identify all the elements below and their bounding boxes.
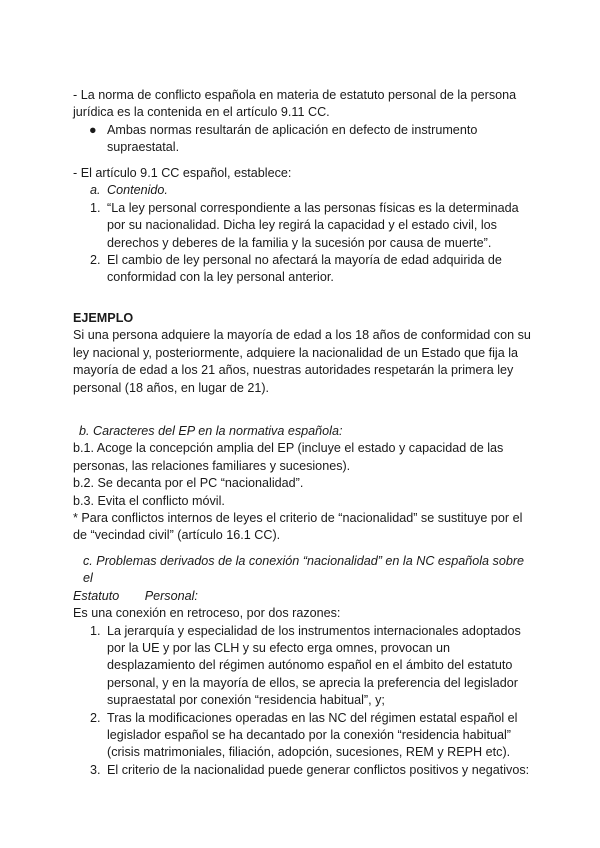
numbered-item	[73, 762, 533, 779]
item-marker: 2.	[90, 253, 101, 268]
paragraph: b.3. Evita el conflicto móvil.	[73, 493, 225, 508]
item-marker: 2.	[90, 710, 101, 725]
item-text: Tras la modificaciones operadas en las NC del régimen estatal español el legislador español se ha decantado por la conexión “residencia habitual” (crisis matrimoniales, filiación, adopción, sucesiones, REM y REPH etc).	[107, 710, 518, 760]
paragraph: Si una persona adquiere la mayoría de edad a los 18 años de conformidad con su ley nacional y, posteriormente, adquiere la nacionalidad de un Estado que fija la mayoría de edad a los 21 años, nuestras autoridades respetarán la primera ley personal (18 años, en lugar de 21).	[73, 328, 531, 395]
paragraph: Es una conexión en retroceso, por dos razones:	[73, 606, 341, 621]
numbered-item	[73, 252, 533, 287]
item-text: El criterio de la nacionalidad puede generar conflictos positivos y negativos:	[107, 762, 530, 777]
item-text: Contenido.	[107, 183, 168, 198]
numbered-item	[73, 200, 533, 252]
item-marker: 3.	[90, 762, 101, 777]
bullet-marker: ●	[89, 122, 97, 137]
item-text: La jerarquía y especialidad de los instrumentos internacionales adoptados por la UE y por las CLH y su efecto erga omnes, provocan un desplazamiento del régimen autónomo español en el ámbito del estatuto personal, y en la mayoría de ellos, se aprecia la preferencia del legislador supraestatal por conexión “residencia habitual”, y;	[107, 623, 521, 708]
paragraph: - El artículo 9.1 CC español, establece:	[73, 166, 292, 180]
item-text: “La ley personal correspondiente a las personas físicas es la determinada por su nacionalidad. Dicha ley regirá la capacidad y el estado civil, los derechos y deberes de la familia y la sucesión por causa de muerte”.	[107, 200, 519, 250]
section-articulo-9-1	[73, 165, 533, 287]
section-heading: EJEMPLO	[73, 311, 134, 325]
section-heading-continued: Estatuto Personal:	[73, 588, 198, 603]
numbered-item	[73, 623, 533, 710]
item-text: El cambio de ley personal no afectará la mayoría de edad adquirida de conformidad con la ley personal anterior.	[107, 253, 502, 285]
sub-heading-item	[73, 182, 533, 199]
paragraph: b.2. Se decanta por el PC “nacionalidad”.	[73, 476, 304, 491]
item-marker: 1.	[90, 623, 101, 638]
item-marker: 1.	[90, 200, 101, 215]
section-problemas-conexion	[73, 553, 533, 779]
paragraph: * Para conflictos internos de leyes el criterio de “nacionalidad” se sustituye por el de “vecindad civil” (artículo 16.1 CC).	[73, 511, 523, 543]
numbered-item	[73, 710, 533, 762]
section-ejemplo	[73, 310, 533, 397]
paragraph: b.1. Acoge la concepción amplia del EP (incluye el estado y capacidad de las personas, las relaciones familiares y sucesiones).	[73, 441, 504, 473]
item-marker: a.	[90, 183, 101, 198]
bullet-item	[73, 122, 533, 157]
section-caracteres-ep	[73, 423, 533, 545]
section-heading: b. Caracteres del EP en la normativa española:	[79, 424, 343, 438]
bullet-text: Ambas normas resultarán de aplicación en defecto de instrumento supraestatal.	[107, 122, 478, 155]
paragraph: - La norma de conflicto española en materia de estatuto personal de la persona jurídica es la contenida en el artículo 9.11 CC.	[73, 88, 517, 120]
section-norma-conflicto	[73, 87, 533, 157]
section-heading: c. Problemas derivados de la conexión “nacionalidad” en la NC española sobre el	[83, 554, 525, 586]
